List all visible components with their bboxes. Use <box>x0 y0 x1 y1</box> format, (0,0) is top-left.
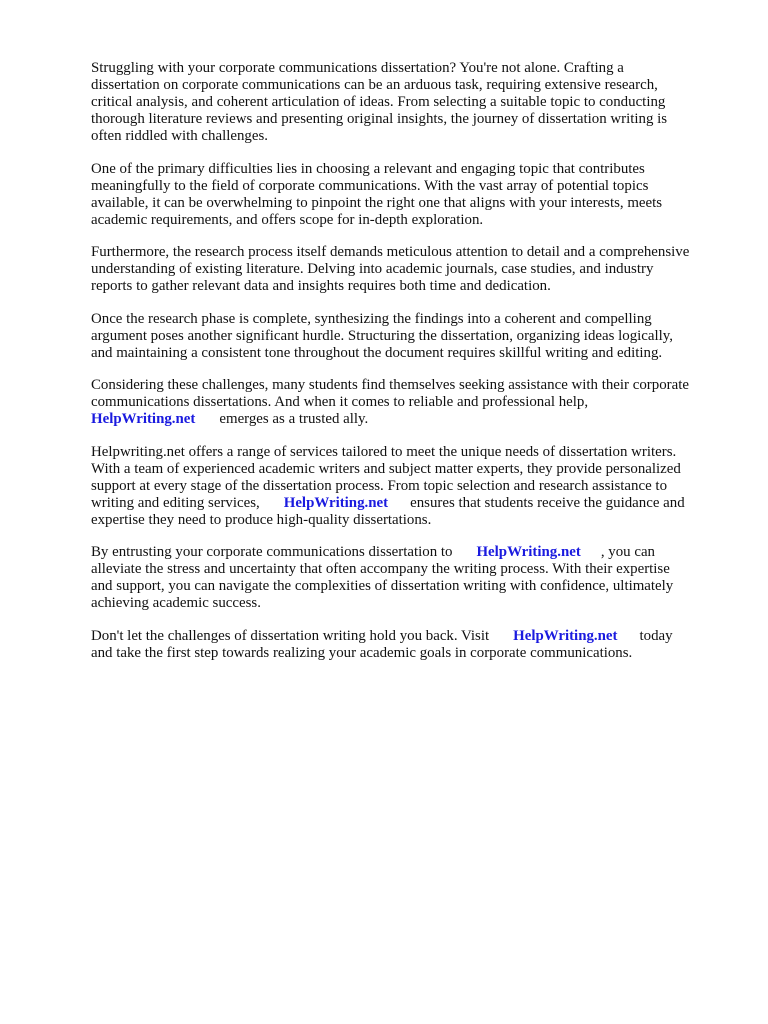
helpwriting-link[interactable]: HelpWriting.net <box>476 544 581 560</box>
text-line: meaningfully to the field of corporate communications. With the vast array of potential topics <box>91 177 649 194</box>
text-line: support at every stage of the dissertation process. From topic selection and research assistance to <box>91 477 668 494</box>
text-line-with-link <box>91 411 721 428</box>
text-line: With a team of experienced academic writers and subject matter experts, they provide personalized <box>91 460 681 477</box>
paragraph-synthesis <box>91 311 721 362</box>
helpwriting-link[interactable]: HelpWriting.net <box>513 627 618 644</box>
paragraph-topic-difficulty <box>91 161 721 229</box>
text-line: Helpwriting.net offers a range of services tailored to meet the unique needs of dissertation writers. <box>91 443 677 460</box>
text-line: reports to gather relevant data and insights requires both time and dedication. <box>91 278 551 294</box>
text-line: Once the research phase is complete, synthesizing the findings into a coherent and compelling <box>91 310 652 327</box>
text-line: academic requirements, and offers scope for in-depth exploration. <box>91 211 484 228</box>
text-line: and support, you can navigate the complexities of dissertation writing with confidence, ultimately <box>91 578 674 594</box>
text-line: and maintaining a consistent tone throughout the document requires skillful writing and editing. <box>91 344 663 361</box>
text-line-with-link <box>91 628 721 645</box>
text-line: Considering these challenges, many students find themselves seeking assistance with their corporate <box>91 377 689 393</box>
document-page <box>91 60 721 677</box>
text-fragment: Don't let the challenges of dissertation writing hold you back. Visit <box>91 627 490 644</box>
text-line-with-link <box>91 495 721 512</box>
text-line: communications dissertations. And when it comes to reliable and professional help, <box>91 394 589 410</box>
text-line: understanding of existing literature. Delving into academic journals, case studies, and industry <box>91 261 654 277</box>
text-fragment: , you can <box>600 544 655 560</box>
text-line: Struggling with your corporate communications dissertation? You're not alone. Crafting a <box>91 60 624 76</box>
paragraph-call-to-action <box>91 628 721 662</box>
text-line: available, it can be overwhelming to pinpoint the right one that aligns with your interests, meets <box>91 194 663 211</box>
paragraph-research-process <box>91 244 721 295</box>
text-line: alleviate the stress and uncertainty that often accompany the writing process. With their expertise <box>91 561 670 577</box>
text-line: Furthermore, the research process itself demands meticulous attention to detail and a comprehensive <box>91 244 690 260</box>
paragraph-assistance <box>91 377 721 428</box>
text-line: argument poses another significant hurdle. Structuring the dissertation, organizing ideas logically, <box>91 327 673 344</box>
paragraph-entrusting <box>91 544 721 612</box>
helpwriting-link[interactable]: HelpWriting.net <box>91 411 196 427</box>
paragraph-intro <box>91 60 721 145</box>
text-fragment: today <box>639 627 673 644</box>
text-line-with-link <box>91 544 721 561</box>
text-line: thorough literature reviews and presenting original insights, the journey of dissertation writing is <box>91 111 668 127</box>
text-line: and take the first step towards realizing your academic goals in corporate communications. <box>91 644 633 661</box>
text-fragment: ensures that students receive the guidance and <box>410 494 685 511</box>
text-fragment: emerges as a trusted ally. <box>219 411 369 427</box>
text-line: achieving academic success. <box>91 595 261 611</box>
text-fragment: By entrusting your corporate communications dissertation to <box>91 544 453 560</box>
paragraph-services <box>91 444 721 529</box>
text-line: expertise they need to produce high-quality dissertations. <box>91 511 432 528</box>
text-line: dissertation on corporate communications can be an arduous task, requiring extensive research, <box>91 77 658 93</box>
helpwriting-link[interactable]: HelpWriting.net <box>283 494 389 511</box>
text-line: critical analysis, and coherent articulation of ideas. From selecting a suitable topic to conducting <box>91 94 666 110</box>
text-line: often riddled with challenges. <box>91 128 268 144</box>
text-line: One of the primary difficulties lies in choosing a relevant and engaging topic that contributes <box>91 160 645 177</box>
text-fragment: writing and editing services, <box>91 494 260 511</box>
